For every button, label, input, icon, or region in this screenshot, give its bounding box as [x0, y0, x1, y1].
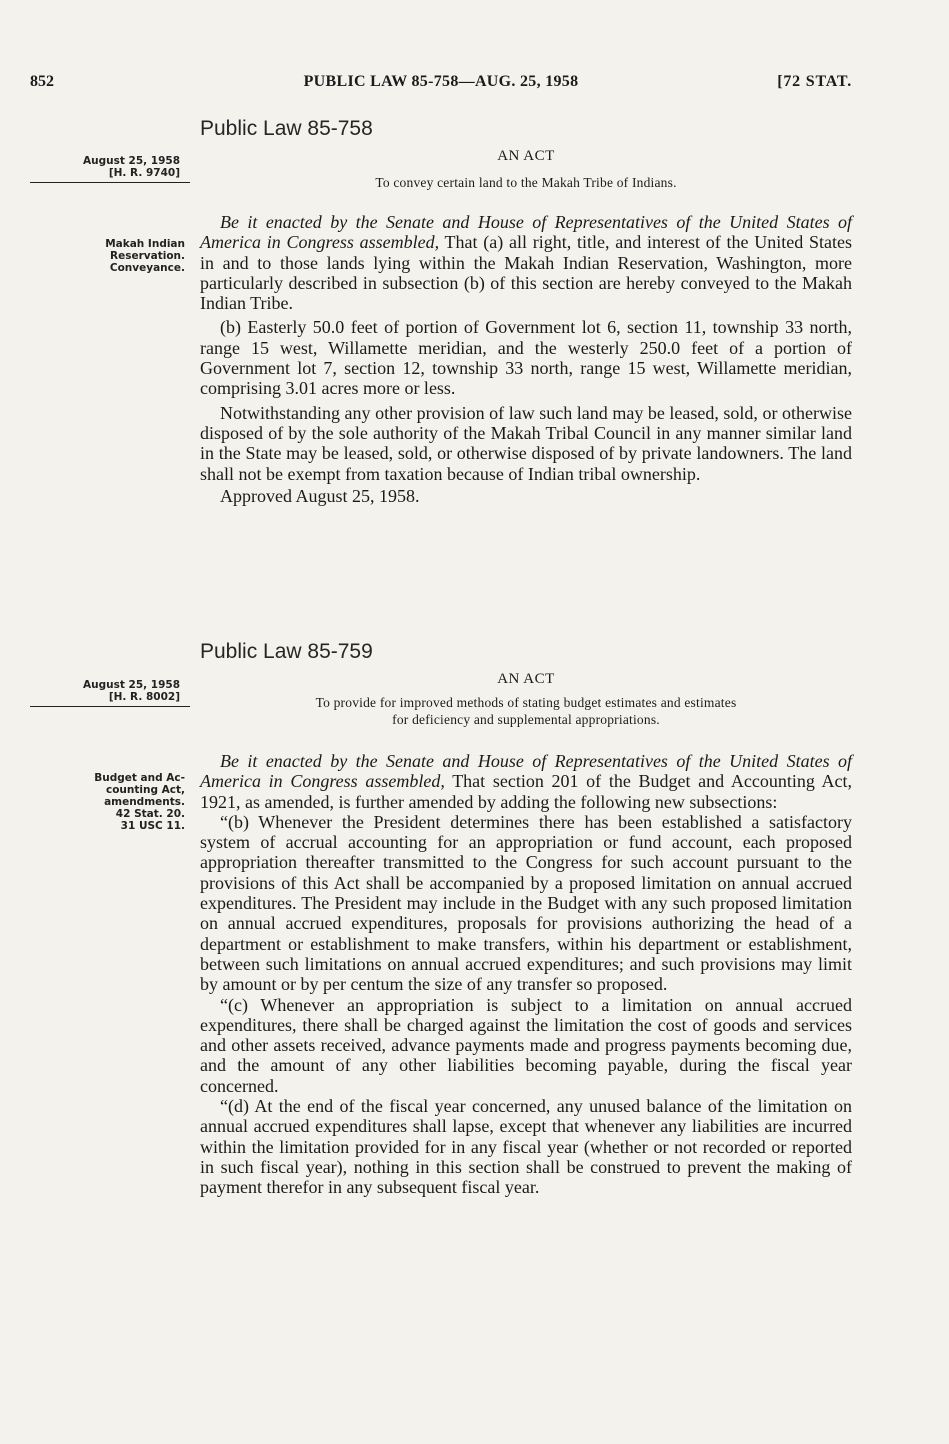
margin-subject-line: Reservation.	[110, 250, 185, 262]
act-label-85-758: AN ACT	[497, 148, 555, 164]
law-body-85-758	[200, 212, 852, 506]
margin-rule	[30, 706, 190, 707]
margin-date-text: August 25, 1958	[83, 679, 180, 691]
paragraph-b: (b) Easterly 50.0 feet of portion of Government lot 6, section 11, township 33 north, range 15 west, Willamette meridian, and the westerly 250.0 feet of a portion of Government lot 7, section 12, township 33 north, range 15 west, Willamette meridian, comprising 3.01 acres more or less.	[200, 317, 852, 399]
margin-subject-line: Budget and Ac-	[94, 772, 185, 784]
margin-rule	[30, 182, 190, 183]
margin-date-85-758	[30, 155, 180, 183]
page-number: 852	[30, 73, 54, 90]
act-purpose-line: for deficiency and supplemental appropriations.	[392, 712, 660, 727]
margin-subject-line: Conveyance.	[109, 262, 185, 274]
margin-bill-number: [H. R. 8002]	[108, 691, 180, 703]
margin-subject-line: Makah Indian	[105, 238, 185, 250]
approval-date: Approved August 25, 1958.	[220, 485, 420, 506]
act-purpose-line: To provide for improved methods of stating budget estimates and estimates	[315, 695, 737, 710]
enacting-clause-italic: Be it enacted by the Senate and House of Representatives of the United States of America in Congress assembled,	[200, 751, 852, 792]
enacting-clause	[200, 751, 852, 812]
header-title: PUBLIC LAW 85-758—AUG. 25, 1958	[303, 73, 579, 90]
margin-date-text: August 25, 1958	[83, 155, 180, 167]
law-title-85-758: Public Law 85-758	[200, 117, 373, 140]
subsection-d: “(d) At the end of the fiscal year concerned, any unused balance of the limitation on annual accrued expenditures shall lapse, except that whenever any liabilities are incurred within the limitation provided for in any fiscal year (whether or not recorded or reported in such fiscal year), nothing in this section shall be construed to prevent the making of payment therefor in any subsequent fiscal year.	[200, 1096, 852, 1198]
margin-citation: 42 Stat. 20.	[115, 808, 185, 820]
act-label-85-759: AN ACT	[497, 671, 555, 687]
margin-subject-85-759	[30, 772, 185, 832]
margin-subject-line: amendments.	[104, 796, 185, 808]
law-title-85-759: Public Law 85-759	[200, 640, 373, 663]
enacting-clause	[200, 212, 852, 313]
subsection-b: “(b) Whenever the President determines there has been established a satisfactory system of accrual accounting for an appropriation or fund account, each proposed appropriation thereafter transmitted to the Congress for such account pursuant to the provisions of this Act shall be accompanied by a proposed limitation on annual accrued expenditures. The President may include in the Budget with any such proposed limitation on annual accrued expenditures, proposals for provisions authorizing the head of a department or establishment to make transfers, within his department or establishment, between such limitations on annual accrued expenditures; and such provisions may limit by amount or by per centum the size of any transfer so proposed.	[200, 811, 852, 995]
margin-date-85-759	[30, 679, 180, 707]
enacting-clause-italic: Be it enacted by the Senate and House of Representatives of the United States of America in Congress assembled,	[200, 212, 852, 253]
enacting-clause-text: That section 201 of the Budget and Accounting Act, 1921, as amended, is further amended by adding the following new subsections:	[200, 771, 852, 812]
margin-bill-number: [H. R. 9740]	[108, 167, 180, 179]
header-stat-volume: [72 STAT.	[777, 73, 852, 90]
paragraph-notwithstanding: Notwithstanding any other provision of law such land may be leased, sold, or otherwise disposed of by the sole authority of the Makah Tribal Council in any manner similar land in the State may be leased, sold, or otherwise disposed of by private landowners. The land shall not be exempt from taxation because of Indian tribal ownership.	[200, 402, 852, 484]
law-body-85-759	[200, 751, 852, 1198]
enacting-clause-text: That (a) all right, title, and interest of the United States in and to those lands lying within the Makah Indian Reservation, Washington, more particularly described in subsection (b) of this section are hereby conveyed to the Makah Indian Tribe.	[200, 232, 852, 314]
running-header	[30, 73, 852, 97]
margin-subject-line: counting Act,	[105, 784, 185, 796]
subsection-c: “(c) Whenever an appropriation is subject to a limitation on annual accrued expenditures, there shall be charged against the limitation the cost of goods and services and other assets received, advance payments made and progress payments becoming due, and the amount of any other liabilities becoming payable, during the fiscal year concerned.	[200, 994, 852, 1096]
margin-citation: 31 USC 11.	[120, 820, 185, 832]
act-purpose-85-758: To convey certain land to the Makah Tribe of Indians.	[375, 175, 677, 190]
margin-subject-85-758	[30, 238, 185, 274]
act-purpose-85-759	[200, 694, 852, 728]
